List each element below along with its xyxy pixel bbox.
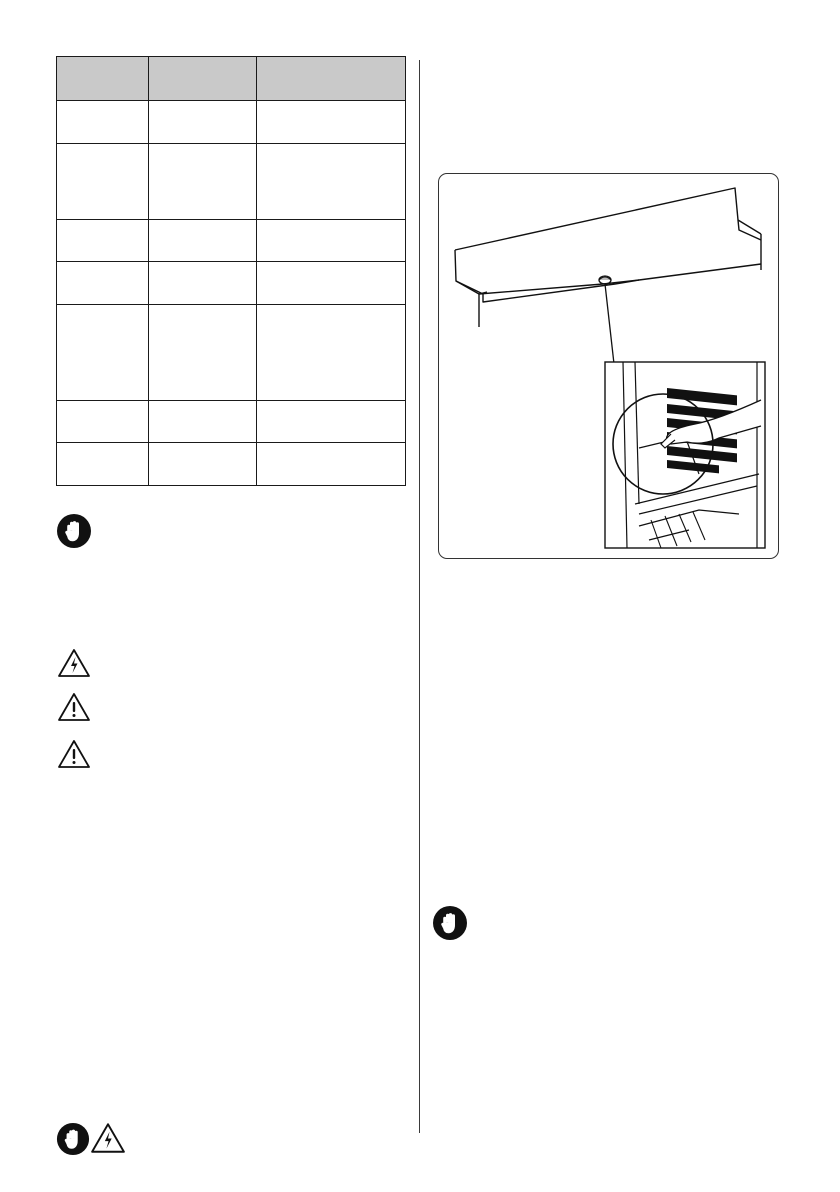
- table-row: [57, 443, 406, 486]
- column-divider: [419, 60, 420, 1133]
- lamp-illustration-frame: [438, 173, 779, 559]
- table-cell: [257, 101, 406, 144]
- table-cell: [257, 144, 406, 220]
- table-cell: [257, 220, 406, 262]
- table-cell: [149, 443, 257, 486]
- hand-stop-icon: [56, 1122, 90, 1161]
- table-cell: [57, 262, 149, 305]
- table-cell: [257, 401, 406, 443]
- table-cell: [257, 443, 406, 486]
- table-cell: [149, 101, 257, 144]
- table-cell: [57, 144, 149, 220]
- caution-icon: [57, 692, 91, 727]
- table-row: [57, 401, 406, 443]
- table-header-cell: [57, 57, 149, 101]
- caution-icon: [57, 739, 91, 774]
- table-row: [57, 144, 406, 220]
- table-cell: [57, 220, 149, 262]
- spec-table: [56, 56, 406, 486]
- hand-stop-icon: [56, 513, 92, 554]
- table-cell: [149, 144, 257, 220]
- table-cell: [149, 220, 257, 262]
- table-cell: [57, 101, 149, 144]
- table-header-cell: [257, 57, 406, 101]
- table-row: [57, 220, 406, 262]
- electric-shock-warning-icon: [57, 648, 91, 683]
- table-header-row: [57, 57, 406, 101]
- table-row: [57, 101, 406, 144]
- table-row: [57, 305, 406, 401]
- table-cell: [257, 305, 406, 401]
- table-cell: [257, 262, 406, 305]
- table-header-cell: [149, 57, 257, 101]
- table-cell: [149, 305, 257, 401]
- table-cell: [57, 305, 149, 401]
- table-cell: [149, 262, 257, 305]
- table-cell: [57, 443, 149, 486]
- hand-stop-icon: [432, 905, 468, 946]
- spec-table-container: [56, 56, 406, 486]
- table-row: [57, 262, 406, 305]
- lamp-cover-illustration: [439, 174, 778, 558]
- electric-shock-warning-icon: [90, 1121, 126, 1160]
- table-cell: [57, 401, 149, 443]
- table-cell: [149, 401, 257, 443]
